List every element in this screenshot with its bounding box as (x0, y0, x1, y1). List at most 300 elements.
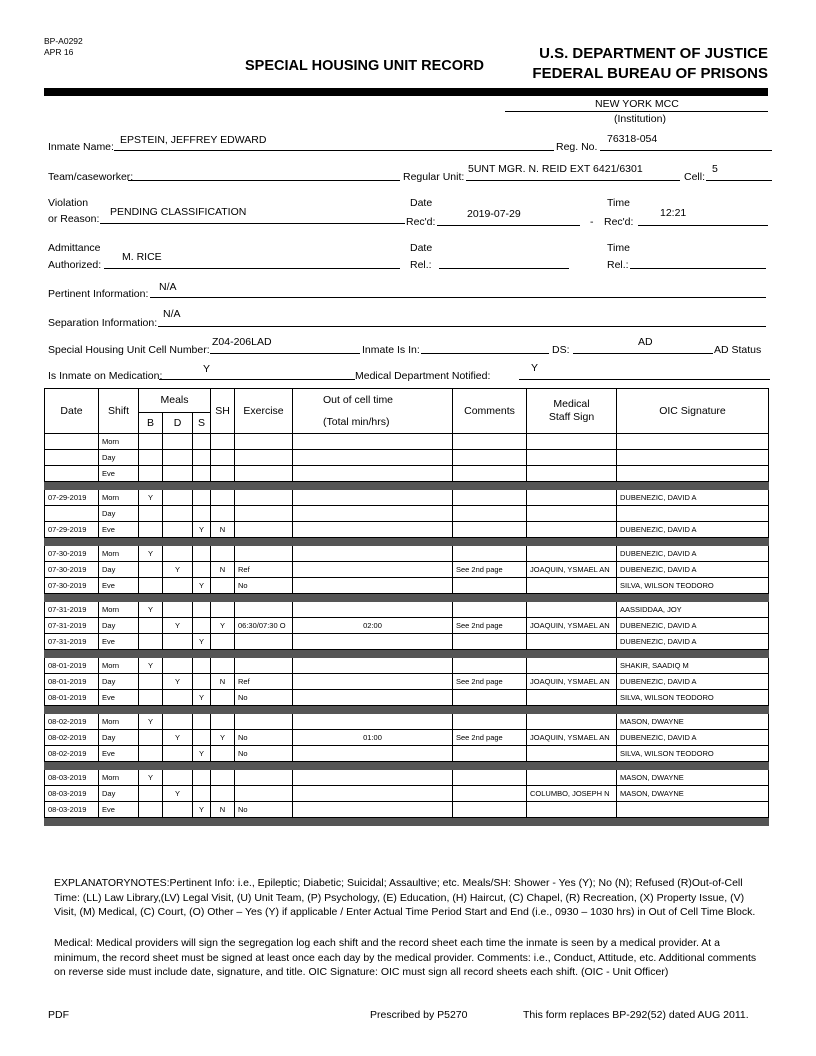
team-underline[interactable] (128, 180, 400, 181)
institution-value[interactable]: NEW YORK MCC (595, 98, 679, 110)
shower-cell[interactable] (211, 658, 235, 674)
date-recd-value[interactable]: 2019-07-29 (467, 208, 521, 220)
shu-cell-number-value[interactable]: Z04-206LAD (212, 336, 272, 348)
shift-cell[interactable]: Eve (99, 578, 139, 594)
comments-cell[interactable] (453, 602, 527, 618)
breakfast-cell[interactable] (139, 730, 163, 746)
supper-cell[interactable] (193, 506, 211, 522)
exercise-cell[interactable] (235, 506, 293, 522)
shower-cell[interactable]: N (211, 674, 235, 690)
date-cell[interactable]: 07-29-2019 (45, 490, 99, 506)
oic-signature-cell[interactable]: MASON, DWAYNE (617, 714, 769, 730)
shower-cell[interactable] (211, 770, 235, 786)
date-cell[interactable] (45, 450, 99, 466)
comments-cell[interactable] (453, 578, 527, 594)
date-cell[interactable]: 07-31-2019 (45, 618, 99, 634)
form-revision: APR 16 (44, 47, 74, 57)
oic-signature-cell[interactable]: DUBENEZIC, DAVID A (617, 730, 769, 746)
supper-cell[interactable] (193, 786, 211, 802)
separator-bar (45, 762, 769, 770)
group-separator (45, 706, 769, 714)
exercise-cell[interactable] (235, 714, 293, 730)
out-of-cell-time-cell[interactable] (293, 674, 453, 690)
col-header-d: D (163, 412, 193, 433)
comments-cell[interactable] (453, 434, 527, 450)
medical-notified-value[interactable]: Y (531, 362, 539, 374)
medical-sign-cell[interactable] (527, 658, 617, 674)
table-row (45, 618, 769, 634)
medical-sign-cell[interactable]: COLUMBO, JOSEPH N (527, 786, 617, 802)
inmate-is-in-label: Inmate Is In: (362, 344, 420, 356)
violation-value[interactable]: PENDING CLASSIFICATION (110, 206, 247, 218)
medical-sign-cell[interactable]: JOAQUIN, YSMAEL AN (527, 730, 617, 746)
dinner-cell[interactable] (163, 602, 193, 618)
pertinent-underline (150, 297, 766, 298)
breakfast-cell[interactable] (139, 562, 163, 578)
dinner-cell[interactable] (163, 746, 193, 762)
comments-cell[interactable] (453, 450, 527, 466)
out-of-cell-time-cell[interactable] (293, 506, 453, 522)
date-cell[interactable]: 08-02-2019 (45, 746, 99, 762)
shower-cell[interactable] (211, 546, 235, 562)
supper-cell[interactable]: Y (193, 746, 211, 762)
comments-cell[interactable] (453, 522, 527, 538)
medication-value[interactable]: Y (203, 363, 211, 375)
col-header-oic: OIC Signature (617, 389, 769, 434)
ad-status-label: AD Status (714, 344, 762, 356)
out-of-cell-time-cell[interactable] (293, 770, 453, 786)
shift-cell[interactable]: Morn (99, 434, 139, 450)
exercise-cell[interactable] (235, 658, 293, 674)
separation-value[interactable]: N/A (163, 308, 181, 320)
comments-cell[interactable] (453, 746, 527, 762)
dinner-cell[interactable] (163, 802, 193, 818)
medical-sign-cell[interactable]: JOAQUIN, YSMAEL AN (527, 618, 617, 634)
oic-signature-cell[interactable] (617, 506, 769, 522)
oic-signature-cell[interactable] (617, 802, 769, 818)
dinner-cell[interactable] (163, 466, 193, 482)
breakfast-cell[interactable] (139, 802, 163, 818)
dinner-cell[interactable] (163, 658, 193, 674)
shift-cell[interactable]: Eve (99, 466, 139, 482)
supper-cell[interactable] (193, 466, 211, 482)
comments-cell[interactable] (453, 490, 527, 506)
shift-cell[interactable]: Day (99, 674, 139, 690)
out-of-cell-time-cell[interactable] (293, 522, 453, 538)
breakfast-cell[interactable] (139, 746, 163, 762)
separation-label: Separation Information: (48, 317, 158, 329)
medical-sign-cell[interactable] (527, 802, 617, 818)
supper-cell[interactable] (193, 714, 211, 730)
admittance-value[interactable]: M. RICE (122, 251, 162, 263)
shower-cell[interactable] (211, 578, 235, 594)
comments-cell[interactable]: See 2nd page (453, 730, 527, 746)
date-rel-sublabel: Rel.: (410, 259, 432, 271)
footer-left: PDF (48, 1009, 69, 1021)
supper-cell[interactable] (193, 618, 211, 634)
exercise-cell[interactable] (235, 466, 293, 482)
shower-cell[interactable] (211, 714, 235, 730)
medical-sign-cell[interactable] (527, 546, 617, 562)
department-line-2: FEDERAL BUREAU OF PRISONS (532, 65, 768, 82)
shu-log-table (44, 388, 769, 826)
out-of-cell-time-cell[interactable] (293, 658, 453, 674)
dinner-cell[interactable]: Y (163, 730, 193, 746)
breakfast-cell[interactable] (139, 634, 163, 650)
exercise-cell[interactable]: No (235, 690, 293, 706)
supper-cell[interactable] (193, 674, 211, 690)
oic-signature-cell[interactable] (617, 450, 769, 466)
oic-signature-cell[interactable]: DUBENEZIC, DAVID A (617, 634, 769, 650)
supper-cell[interactable] (193, 730, 211, 746)
medical-sign-cell[interactable] (527, 578, 617, 594)
comments-cell[interactable]: See 2nd page (453, 562, 527, 578)
shift-cell[interactable]: Day (99, 730, 139, 746)
shower-cell[interactable]: Y (211, 618, 235, 634)
shower-cell[interactable] (211, 786, 235, 802)
table-row (45, 770, 769, 786)
inmate-name-underline (114, 150, 554, 151)
date-cell[interactable] (45, 506, 99, 522)
medical-sign-cell[interactable] (527, 602, 617, 618)
out-of-cell-time-cell[interactable]: 01:00 (293, 730, 453, 746)
breakfast-cell[interactable] (139, 466, 163, 482)
oic-signature-cell[interactable] (617, 434, 769, 450)
comments-cell[interactable] (453, 658, 527, 674)
shower-cell[interactable] (211, 506, 235, 522)
pertinent-value[interactable]: N/A (159, 281, 177, 293)
dash-separator: - (590, 216, 594, 228)
time-recd-underline (638, 225, 768, 226)
out-of-cell-subtitle: (Total min/hrs) (323, 416, 390, 428)
shower-cell[interactable] (211, 634, 235, 650)
medical-sign-cell[interactable]: JOAQUIN, YSMAEL AN (527, 674, 617, 690)
date-cell[interactable]: 07-30-2019 (45, 546, 99, 562)
comments-cell[interactable] (453, 634, 527, 650)
exercise-cell[interactable] (235, 770, 293, 786)
shift-cell[interactable]: Eve (99, 634, 139, 650)
breakfast-cell[interactable] (139, 506, 163, 522)
out-of-cell-time-cell[interactable] (293, 490, 453, 506)
date-cell[interactable]: 08-01-2019 (45, 690, 99, 706)
admittance-label-2: Authorized: (48, 259, 102, 271)
medical-sign-cell[interactable] (527, 746, 617, 762)
exercise-cell[interactable]: No (235, 802, 293, 818)
comments-cell[interactable] (453, 786, 527, 802)
date-cell[interactable] (45, 466, 99, 482)
oic-signature-cell[interactable]: AASSIDDAA, JOY (617, 602, 769, 618)
oic-signature-cell[interactable]: MASON, DWAYNE (617, 770, 769, 786)
table-row (45, 730, 769, 746)
footer-right: This form replaces BP-292(52) dated AUG 2011. (523, 1009, 749, 1021)
date-cell[interactable]: 07-31-2019 (45, 602, 99, 618)
comments-cell[interactable]: See 2nd page (453, 618, 527, 634)
oic-signature-cell[interactable]: SILVA, WILSON TEODORO (617, 578, 769, 594)
supper-cell[interactable]: Y (193, 802, 211, 818)
shower-cell[interactable] (211, 602, 235, 618)
medical-subtitle: Staff Sign (548, 411, 595, 423)
oic-signature-cell[interactable]: SILVA, WILSON TEODORO (617, 746, 769, 762)
shift-cell[interactable]: Day (99, 506, 139, 522)
dinner-cell[interactable] (163, 522, 193, 538)
shower-cell[interactable]: N (211, 522, 235, 538)
out-of-cell-time-cell[interactable] (293, 690, 453, 706)
oic-signature-cell[interactable]: SHAKIR, SAADIQ M (617, 658, 769, 674)
separator-bar (45, 818, 769, 826)
dinner-cell[interactable] (163, 578, 193, 594)
breakfast-cell[interactable]: Y (139, 546, 163, 562)
shower-cell[interactable] (211, 466, 235, 482)
supper-cell[interactable] (193, 434, 211, 450)
col-header-b: B (139, 412, 163, 433)
oic-signature-cell[interactable]: SILVA, WILSON TEODORO (617, 690, 769, 706)
date-cell[interactable]: 08-03-2019 (45, 770, 99, 786)
comments-cell[interactable] (453, 802, 527, 818)
dinner-cell[interactable] (163, 490, 193, 506)
supper-cell[interactable] (193, 546, 211, 562)
oic-signature-cell[interactable]: DUBENEZIC, DAVID A (617, 674, 769, 690)
exercise-cell[interactable]: Ref (235, 674, 293, 690)
time-recd-value[interactable]: 12:21 (660, 207, 687, 219)
shift-cell[interactable]: Morn (99, 546, 139, 562)
shower-cell[interactable]: Y (211, 730, 235, 746)
regular-unit-underline (466, 180, 680, 181)
medical-sign-cell[interactable] (527, 522, 617, 538)
table-row (45, 490, 769, 506)
supper-cell[interactable] (193, 450, 211, 466)
shower-cell[interactable] (211, 490, 235, 506)
supper-cell[interactable] (193, 490, 211, 506)
out-of-cell-time-cell[interactable] (293, 434, 453, 450)
dinner-cell[interactable] (163, 634, 193, 650)
out-of-cell-time-cell[interactable] (293, 714, 453, 730)
shift-cell[interactable]: Eve (99, 690, 139, 706)
exercise-cell[interactable]: No (235, 578, 293, 594)
inmate-is-in-underline[interactable] (421, 353, 549, 354)
exercise-cell[interactable] (235, 450, 293, 466)
dinner-cell[interactable] (163, 770, 193, 786)
ad-value[interactable]: AD (638, 336, 653, 348)
breakfast-cell[interactable]: Y (139, 714, 163, 730)
shift-cell[interactable]: Eve (99, 746, 139, 762)
dinner-cell[interactable]: Y (163, 786, 193, 802)
cell-value[interactable]: 5 (712, 163, 718, 175)
out-of-cell-time-cell[interactable] (293, 602, 453, 618)
table-row (45, 786, 769, 802)
oic-signature-cell[interactable]: DUBENEZIC, DAVID A (617, 522, 769, 538)
shower-cell[interactable]: N (211, 802, 235, 818)
oic-signature-cell[interactable]: DUBENEZIC, DAVID A (617, 618, 769, 634)
shift-cell[interactable]: Day (99, 562, 139, 578)
table-row (45, 674, 769, 690)
medical-sign-cell[interactable] (527, 434, 617, 450)
comments-cell[interactable] (453, 690, 527, 706)
table-row (45, 578, 769, 594)
exercise-cell[interactable]: 06:30/07:30 O (235, 618, 293, 634)
date-cell[interactable]: 07-29-2019 (45, 522, 99, 538)
comments-cell[interactable] (453, 714, 527, 730)
out-of-cell-title: Out of cell time (323, 394, 394, 406)
breakfast-cell[interactable] (139, 522, 163, 538)
comments-cell[interactable] (453, 770, 527, 786)
breakfast-cell[interactable] (139, 618, 163, 634)
out-of-cell-time-cell[interactable] (293, 634, 453, 650)
oic-signature-cell[interactable] (617, 466, 769, 482)
shift-cell[interactable]: Morn (99, 770, 139, 786)
breakfast-cell[interactable] (139, 450, 163, 466)
exercise-cell[interactable] (235, 490, 293, 506)
shift-cell[interactable]: Eve (99, 802, 139, 818)
shower-cell[interactable] (211, 434, 235, 450)
supper-cell[interactable] (193, 602, 211, 618)
exercise-cell[interactable] (235, 786, 293, 802)
breakfast-cell[interactable] (139, 674, 163, 690)
shift-cell[interactable]: Morn (99, 602, 139, 618)
oic-signature-cell[interactable]: DUBENEZIC, DAVID A (617, 562, 769, 578)
breakfast-cell[interactable] (139, 578, 163, 594)
col-header-medical (527, 389, 617, 434)
oic-signature-cell[interactable]: MASON, DWAYNE (617, 786, 769, 802)
out-of-cell-time-cell[interactable]: 02:00 (293, 618, 453, 634)
medical-notified-label: Medical Department Notified: (355, 370, 491, 382)
exercise-cell[interactable]: No (235, 746, 293, 762)
date-cell[interactable]: 08-02-2019 (45, 714, 99, 730)
dinner-cell[interactable]: Y (163, 562, 193, 578)
date-recd-underline (437, 225, 580, 226)
exercise-cell[interactable]: No (235, 730, 293, 746)
shower-cell[interactable] (211, 690, 235, 706)
shift-cell[interactable]: Morn (99, 714, 139, 730)
medical-sign-cell[interactable] (527, 690, 617, 706)
comments-cell[interactable]: See 2nd page (453, 674, 527, 690)
breakfast-cell[interactable]: Y (139, 490, 163, 506)
shu-cell-number-label: Special Housing Unit Cell Number: (48, 344, 210, 356)
dinner-cell[interactable] (163, 690, 193, 706)
breakfast-cell[interactable] (139, 786, 163, 802)
exercise-cell[interactable] (235, 522, 293, 538)
date-cell[interactable]: 08-03-2019 (45, 786, 99, 802)
dinner-cell[interactable]: Y (163, 674, 193, 690)
shift-cell[interactable]: Day (99, 450, 139, 466)
breakfast-cell[interactable]: Y (139, 770, 163, 786)
medical-sign-cell[interactable] (527, 770, 617, 786)
dinner-cell[interactable] (163, 506, 193, 522)
comments-cell[interactable] (453, 546, 527, 562)
comments-cell[interactable] (453, 506, 527, 522)
oic-signature-cell[interactable]: DUBENEZIC, DAVID A (617, 546, 769, 562)
table-row (45, 714, 769, 730)
pertinent-label: Pertinent Information: (48, 288, 149, 300)
medical-sign-cell[interactable] (527, 466, 617, 482)
regular-unit-value[interactable]: 5UNT MGR. N. REID EXT 6421/6301 (468, 163, 643, 175)
out-of-cell-time-cell[interactable] (293, 802, 453, 818)
supper-cell[interactable]: Y (193, 578, 211, 594)
medical-sign-cell[interactable] (527, 450, 617, 466)
ds-underline (573, 353, 713, 354)
exercise-cell[interactable] (235, 434, 293, 450)
date-cell[interactable]: 08-01-2019 (45, 674, 99, 690)
exercise-cell[interactable]: Ref (235, 562, 293, 578)
supper-cell[interactable] (193, 562, 211, 578)
date-cell[interactable] (45, 434, 99, 450)
shower-cell[interactable] (211, 746, 235, 762)
table-row (45, 522, 769, 538)
inmate-name-value[interactable]: EPSTEIN, JEFFREY EDWARD (120, 134, 267, 146)
supper-cell[interactable] (193, 770, 211, 786)
medical-sign-cell[interactable] (527, 634, 617, 650)
out-of-cell-time-cell[interactable] (293, 450, 453, 466)
shift-cell[interactable]: Day (99, 618, 139, 634)
shift-cell[interactable]: Eve (99, 522, 139, 538)
shower-cell[interactable]: N (211, 562, 235, 578)
shift-cell[interactable]: Morn (99, 658, 139, 674)
medical-sign-cell[interactable]: JOAQUIN, YSMAEL AN (527, 562, 617, 578)
date-cell[interactable]: 07-30-2019 (45, 578, 99, 594)
date-cell[interactable]: 07-30-2019 (45, 562, 99, 578)
breakfast-cell[interactable] (139, 434, 163, 450)
medical-sign-cell[interactable] (527, 490, 617, 506)
date-cell[interactable]: 07-31-2019 (45, 634, 99, 650)
out-of-cell-time-cell[interactable] (293, 746, 453, 762)
group-separator (45, 594, 769, 602)
breakfast-cell[interactable]: Y (139, 602, 163, 618)
dinner-cell[interactable] (163, 546, 193, 562)
dinner-cell[interactable] (163, 434, 193, 450)
dinner-cell[interactable] (163, 450, 193, 466)
breakfast-cell[interactable]: Y (139, 658, 163, 674)
date-cell[interactable]: 08-01-2019 (45, 658, 99, 674)
time-rel-label: Time (607, 242, 630, 254)
table-row (45, 802, 769, 818)
time-rel-underline[interactable] (630, 268, 766, 269)
date-cell[interactable]: 08-03-2019 (45, 802, 99, 818)
date-rel-underline[interactable] (439, 268, 569, 269)
reg-no-value[interactable]: 76318-054 (607, 133, 658, 145)
comments-cell[interactable] (453, 466, 527, 482)
medical-sign-cell[interactable] (527, 714, 617, 730)
out-of-cell-time-cell[interactable] (293, 546, 453, 562)
medical-notified-underline (519, 379, 770, 380)
shift-cell[interactable]: Morn (99, 490, 139, 506)
dinner-cell[interactable] (163, 714, 193, 730)
out-of-cell-time-cell[interactable] (293, 466, 453, 482)
exercise-cell[interactable] (235, 602, 293, 618)
supper-cell[interactable] (193, 658, 211, 674)
out-of-cell-time-cell[interactable] (293, 786, 453, 802)
table-row (45, 506, 769, 522)
supper-cell[interactable]: Y (193, 522, 211, 538)
shu-cell-number-underline (210, 353, 360, 354)
exercise-cell[interactable] (235, 634, 293, 650)
dinner-cell[interactable]: Y (163, 618, 193, 634)
date-cell[interactable]: 08-02-2019 (45, 730, 99, 746)
shower-cell[interactable] (211, 450, 235, 466)
shift-cell[interactable]: Day (99, 786, 139, 802)
oic-signature-cell[interactable]: DUBENEZIC, DAVID A (617, 490, 769, 506)
group-separator (45, 762, 769, 770)
violation-underline (100, 223, 405, 224)
out-of-cell-time-cell[interactable] (293, 562, 453, 578)
supper-cell[interactable]: Y (193, 634, 211, 650)
exercise-cell[interactable] (235, 546, 293, 562)
supper-cell[interactable]: Y (193, 690, 211, 706)
table-row (45, 546, 769, 562)
medical-sign-cell[interactable] (527, 506, 617, 522)
out-of-cell-time-cell[interactable] (293, 578, 453, 594)
medication-label: Is Inmate on Medication: (48, 370, 163, 382)
page-title: SPECIAL HOUSING UNIT RECORD (245, 58, 485, 74)
breakfast-cell[interactable] (139, 690, 163, 706)
